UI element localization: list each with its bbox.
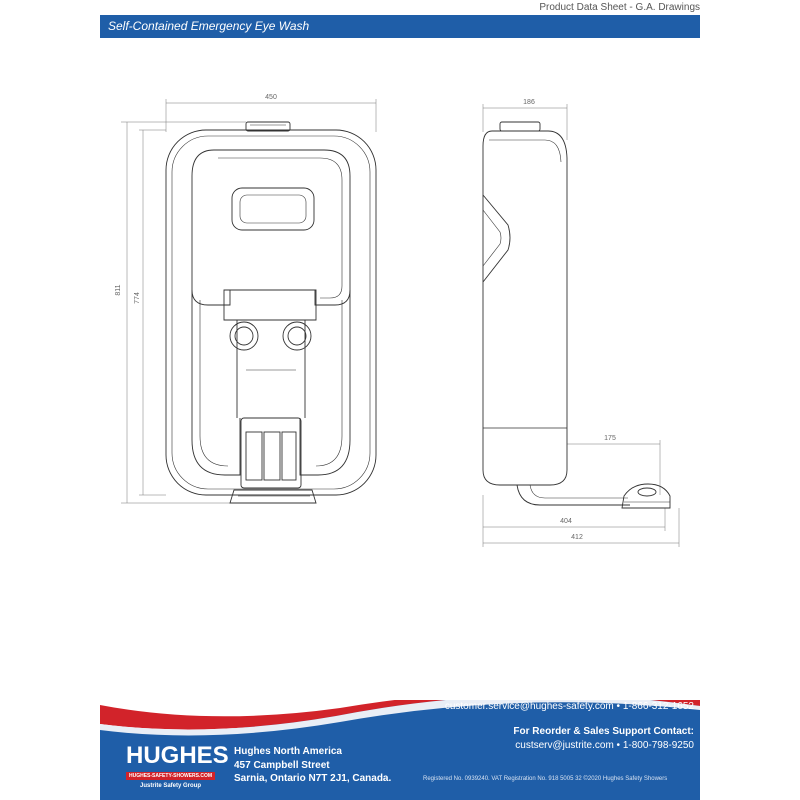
sales-support-block bbox=[513, 725, 694, 753]
dim-front-width: 450 bbox=[265, 94, 277, 101]
dim-side-depth: 186 bbox=[523, 99, 535, 106]
document-type-label: Product Data Sheet - G.A. Drawings bbox=[539, 2, 700, 13]
dim-base-length-1: 404 bbox=[560, 518, 572, 525]
sales-support-contact[interactable]: custserv@justrite.com • 1-800-798-9250 bbox=[515, 740, 694, 751]
front-view bbox=[121, 99, 376, 503]
tech-support-block bbox=[445, 686, 694, 714]
address-block bbox=[234, 745, 391, 786]
side-view bbox=[483, 104, 679, 547]
dim-overall-height: 811 bbox=[115, 284, 122, 296]
legal-text: Registered No. 0939240. VAT Registration No. 918 5005 32 ©2020 Hughes Safety Showers bbox=[423, 776, 668, 782]
sales-support-heading: For Reorder & Sales Support Contact: bbox=[513, 726, 694, 737]
tech-support-contact[interactable]: customer.service@hughes-safety.com • 1-866-312-1652 bbox=[444, 701, 694, 712]
address-line: Hughes North America bbox=[234, 746, 342, 757]
address-line: Sarnia, Ontario N7T 2J1, Canada. bbox=[234, 773, 392, 784]
dim-base-offset: 175 bbox=[604, 435, 616, 442]
address-line: 457 Campbell Street bbox=[234, 759, 330, 771]
logo-wordmark: HUGHES bbox=[126, 742, 229, 769]
page-title: Self-Contained Emergency Eye Wash bbox=[108, 19, 310, 33]
dim-body-height: 774 bbox=[134, 292, 141, 304]
logo-url-badge: HUGHES-SAFETY-SHOWERS.COM bbox=[126, 772, 215, 780]
tech-support-heading: For Technical Support Contact: bbox=[545, 687, 694, 698]
dim-base-length-2: 412 bbox=[571, 534, 583, 541]
logo-group-name: Justrite Safety Group bbox=[140, 783, 202, 789]
hughes-logo bbox=[100, 742, 229, 800]
